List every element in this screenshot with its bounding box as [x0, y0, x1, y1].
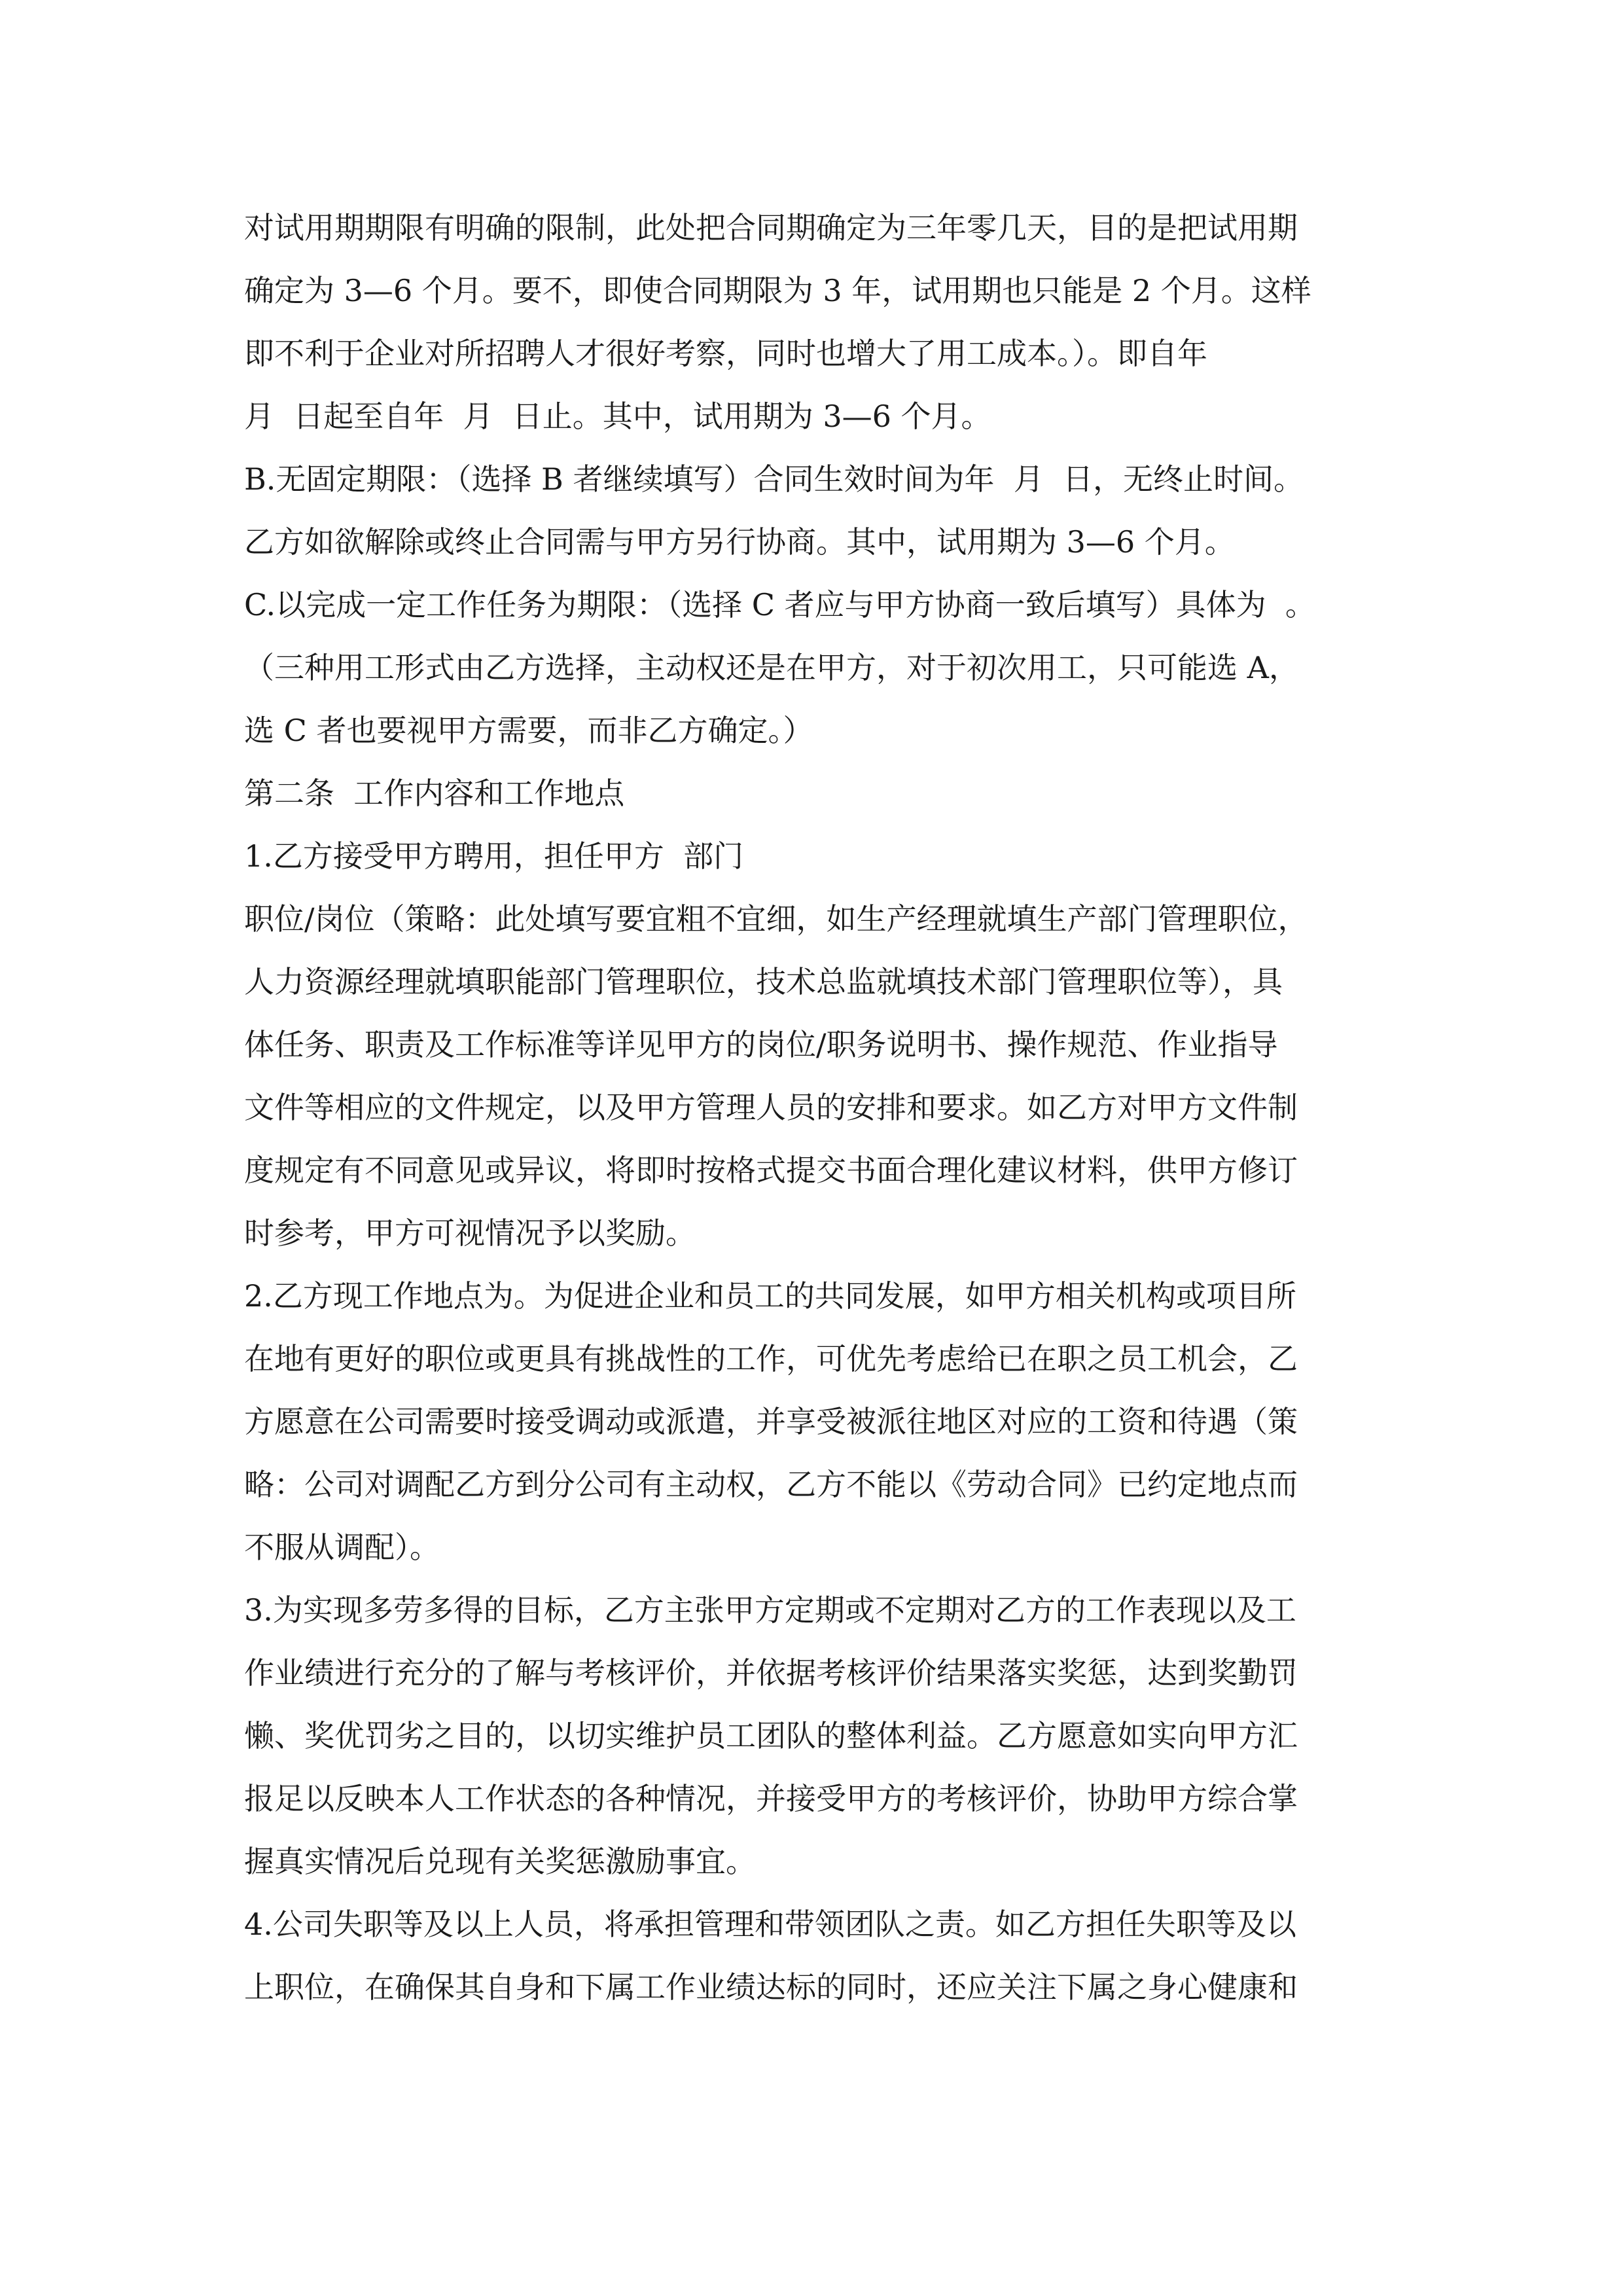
text-line: C.以完成一定工作任务为期限：（选择 C 者应与甲方协商一致后填写）具体为 。 [244, 587, 1315, 622]
text-line: 月 日起至自年 月 日止。其中，试用期为 3—6 个月。 [244, 399, 991, 434]
text-line: 职位/岗位（策略：此处填写要宜粗不宜细，如生产经理就填生产部门管理职位， [244, 901, 1308, 937]
text-line: 选 C 者也要视甲方需要，而非乙方确定。） [244, 713, 813, 748]
text-line: 时参考，甲方可视情况予以奖励。 [244, 1215, 696, 1251]
text-line: 乙方如欲解除或终止合同需与甲方另行协商。其中，试用期为 3—6 个月。 [244, 524, 1235, 560]
text-line: B.无固定期限：（选择 B 者继续填写）合同生效时间为年 月 日，无终止时间。 [244, 461, 1304, 497]
text-line: 在地有更好的职位或更具有挑战性的工作，可优先考虑给已在职之员工机会，乙 [244, 1341, 1298, 1376]
text-line: （三种用工形式由乙方选择，主动权还是在甲方，对于初次用工，只可能选 A， [244, 650, 1299, 685]
text-line: 握真实情况后兑现有关奖惩激励事宜。 [244, 1844, 756, 1879]
text-line: 度规定有不同意见或异议，将即时按格式提交书面合理化建议材料，供甲方修订 [244, 1153, 1298, 1188]
text-line: 不服从调配）。 [244, 1530, 440, 1565]
text-line: 略：公司对调配乙方到分公司有主动权，乙方不能以《劳动合同》已约定地点而 [244, 1467, 1298, 1502]
text-line: 即不利于企业对所招聘人才很好考察，同时也增大了用工成本。）。即自年 [244, 336, 1207, 371]
text-line: 懒、奖优罚劣之目的，以切实维护员工团队的整体利益。乙方愿意如实向甲方汇 [244, 1718, 1298, 1753]
text-line: 3.为实现多劳多得的目标，乙方主张甲方定期或不定期对乙方的工作表现以及工 [244, 1592, 1296, 1628]
text-line: 人力资源经理就填职能部门管理职位，技术总监就填技术部门管理职位等），具 [244, 964, 1283, 999]
text-line: 上职位，在确保其自身和下属工作业绩达标的同时，还应关注下属之身心健康和 [244, 1969, 1298, 2005]
section-heading: 第二条 工作内容和工作地点 [244, 776, 625, 811]
text-line: 1.乙方接受甲方聘用，担任甲方 部门 [244, 838, 744, 874]
text-line: 体任务、职责及工作标准等详见甲方的岗位/职务说明书、操作规范、作业指导 [244, 1027, 1278, 1062]
text-line: 对试用期期限有明确的限制，此处把合同期确定为三年零几天，目的是把试用期 [244, 210, 1298, 245]
text-line: 确定为 3—6 个月。要不，即使合同期限为 3 年，试用期也只能是 2 个月。这样 [244, 273, 1311, 308]
text-line: 方愿意在公司需要时接受调动或派遣，并享受被派往地区对应的工资和待遇（策 [244, 1404, 1298, 1439]
text-line: 4.公司失职等及以上人员，将承担管理和带领团队之责。如乙方担任失职等及以 [244, 1907, 1296, 1942]
text-line: 作业绩进行充分的了解与考核评价，并依据考核评价结果落实奖惩，达到奖勤罚 [244, 1655, 1298, 1691]
document-body [244, 196, 1396, 2018]
text-line: 文件等相应的文件规定，以及甲方管理人员的安排和要求。如乙方对甲方文件制 [244, 1090, 1298, 1125]
text-line: 报足以反映本人工作状态的各种情况，并接受甲方的考核评价，协助甲方综合掌 [244, 1781, 1298, 1816]
text-line: 2.乙方现工作地点为。为促进企业和员工的共同发展，如甲方相关机构或项目所 [244, 1278, 1296, 1314]
